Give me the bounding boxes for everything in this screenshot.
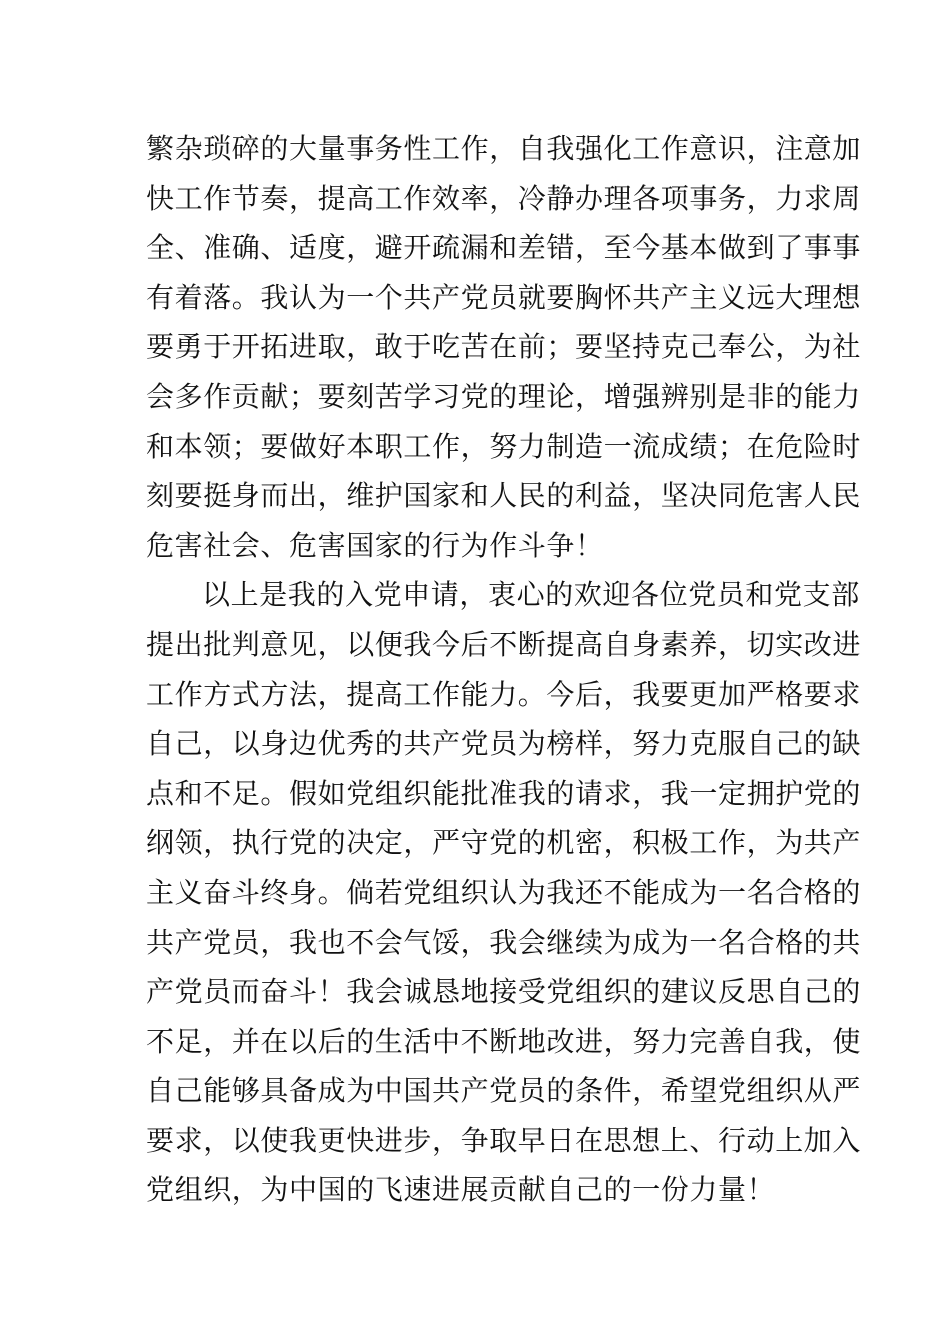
text-line: 不足，并在以后的生活中不断地改进，努力完善自我，使 [146,1024,862,1058]
body-text [146,124,862,1215]
paragraph-closing [146,570,862,1215]
text-line: 会多作贡献；要刻苦学习党的理论，增强辨别是非的能力 [146,379,862,413]
text-line: 快工作节奏，提高工作效率，冷静办理各项事务，力求周 [146,181,862,215]
text-line: 和本领；要做好本职工作，努力制造一流成绩；在危险时 [146,429,862,463]
text-line: 自己能够具备成为中国共产党员的条件，希望党组织从严 [146,1074,862,1108]
text-line: 以上是我的入党申请，衷心的欢迎各位党员和党支部 [202,578,860,612]
text-line: 刻要挺身而出，维护国家和人民的利益，坚决同危害人民 [146,479,862,513]
text-line: 要求，以使我更快进步，争取早日在思想上、行动上加入 [146,1123,862,1157]
text-line: 提出批判意见，以便我今后不断提高自身素养，切实改进 [146,627,862,661]
text-line: 工作方式方法，提高工作能力。今后，我要更加严格要求 [146,677,862,711]
text-line: 要勇于开拓进取，敢于吃苦在前；要坚持克己奉公，为社 [146,330,862,364]
text-line: 共产党员，我也不会气馁，我会继续为成为一名合格的共 [146,925,862,959]
text-line: 繁杂琐碎的大量事务性工作，自我强化工作意识，注意加 [146,132,862,165]
text-line: 全、准确、适度，避开疏漏和差错，至今基本做到了事事 [146,231,862,265]
paragraph-continued [146,124,862,570]
text-line: 自己，以身边优秀的共产党员为榜样，努力克服自己的缺 [146,727,862,761]
text-line: 点和不足。假如党组织能批准我的请求，我一定拥护党的 [146,776,862,810]
text-line: 产党员而奋斗！我会诚恳地接受党组织的建议反思自己的 [146,975,862,1009]
text-line: 主义奋斗终身。倘若党组织认为我还不能成为一名合格的 [146,875,862,909]
text-line: 党组织，为中国的飞速进展贡献自己的一份力量！ [146,1173,776,1207]
text-line: 危害社会、危害国家的行为作斗争！ [146,528,604,562]
text-line: 纲领，执行党的决定，严守党的机密，积极工作，为共产 [146,826,862,860]
text-line: 有着落。我认为一个共产党员就要胸怀共产主义远大理想 [146,280,862,314]
